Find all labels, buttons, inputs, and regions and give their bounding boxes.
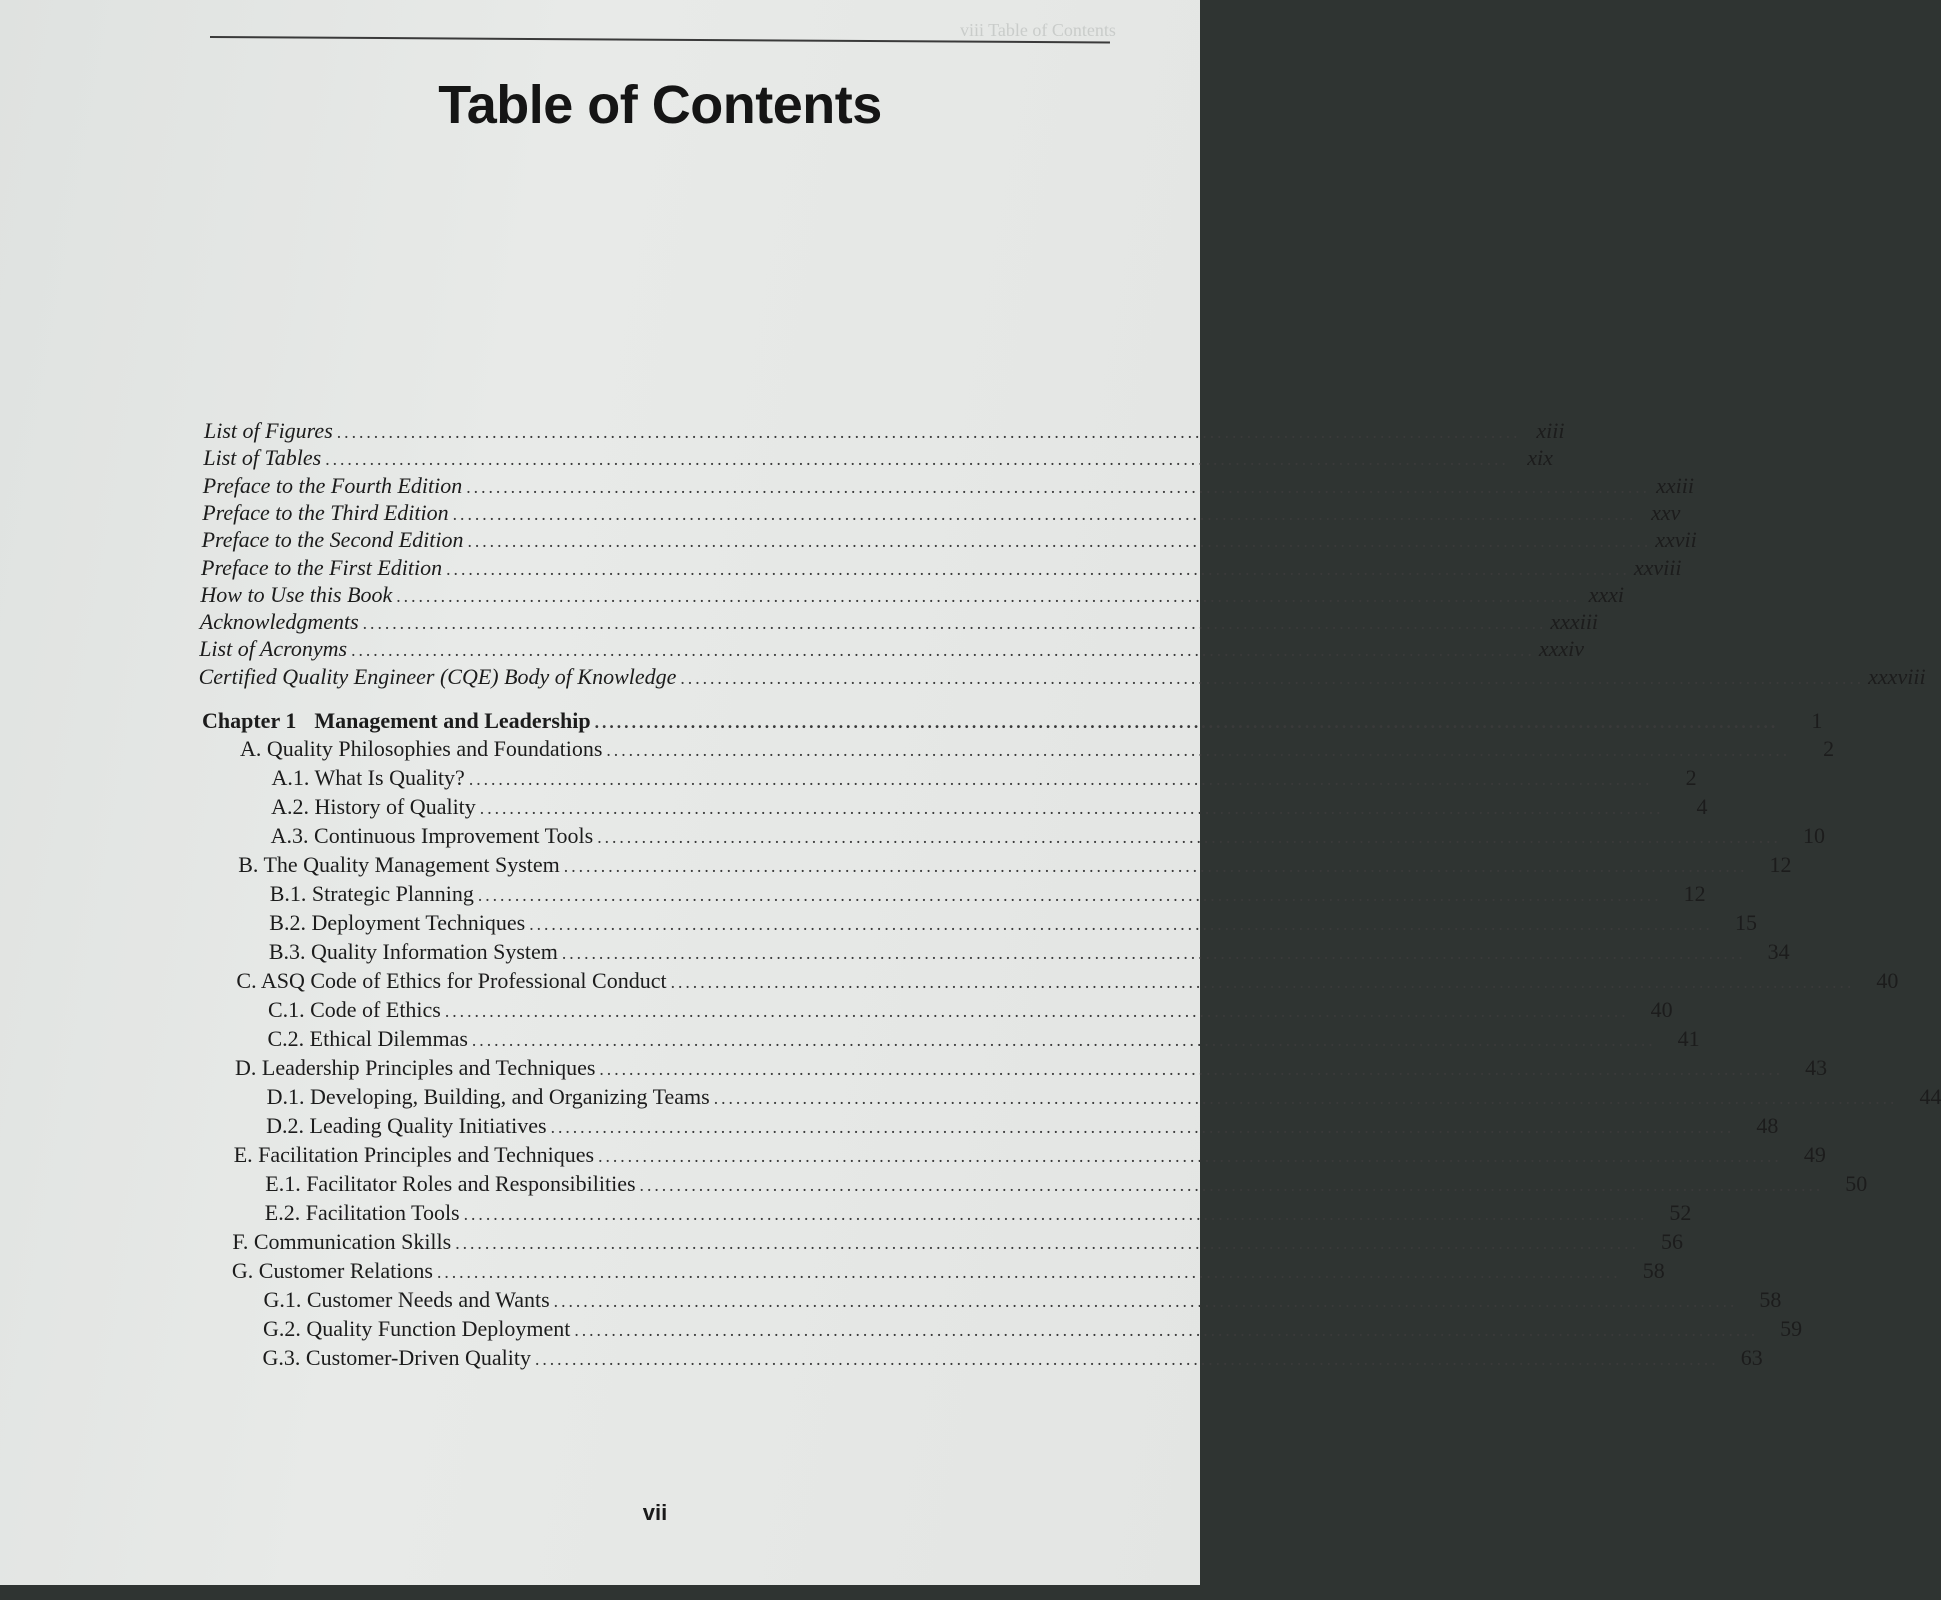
dot-leader: ................................................................................................................................................................ [563,856,1748,876]
entry-label: G. Customer Relations [231,1258,433,1283]
dot-leader: ................................................................................................................................................................ [446,558,1630,579]
page-number: 40 [1650,997,1673,1022]
page-number: 12 [1769,852,1792,877]
dot-leader: ................................................................................................................................................................ [553,1291,1738,1311]
desk-edge [0,1585,1200,1600]
front-matter-item [201,554,1682,581]
entry-label: B.3. Quality Information System [268,939,558,964]
dot-leader: ................................................................................................................................................................ [436,1262,1621,1282]
subsection-item [266,1084,1941,1110]
subsection-item [264,1200,1692,1226]
front-matter-item [199,636,1585,662]
bleed-through-header: viii Table of Contents [960,20,1116,40]
page-number: 59 [1780,1316,1803,1341]
section-item [233,1142,1826,1168]
dot-leader: ................................................................................................................................................................ [599,1059,1784,1079]
page-number: 34 [1767,939,1790,964]
page-number: 12 [1683,881,1706,906]
dot-leader: ................................................................................................................................................................ [479,798,1664,818]
dot-leader: ................................................................................................................................................................ [680,667,1865,688]
dot-leader: ................................................................................................................................................................ [534,1349,1719,1369]
page-number: 2 [1685,765,1697,790]
page-number: xiii [1536,418,1565,443]
chapter-heading [202,708,1823,734]
front-matter-item [201,527,1697,553]
front-matter-item [198,663,1926,690]
page-number: 40 [1876,968,1899,993]
subsection-item [271,765,1697,791]
entry-label: D.2. Leading Quality Initiatives [266,1113,547,1138]
page-number: xix [1527,445,1553,471]
entry-label: G.1. Customer Needs and Wants [263,1287,550,1312]
page-number: 56 [1660,1229,1683,1254]
entry-label: A.3. Continuous Improvement Tools [270,823,594,848]
page-number: 2 [1823,736,1835,761]
entry-label: How to Use this Book [200,581,393,607]
dot-leader: ................................................................................................................................................................ [639,1175,1824,1195]
dot-leader: ................................................................................................................................................................ [594,712,1779,732]
entry-label: C. ASQ Code of Ethics for Professional Conduct [236,968,667,993]
dot-leader: ................................................................................................................................................................ [452,503,1637,524]
page-number: 43 [1805,1055,1828,1080]
entry-label: E.2. Facilitation Tools [264,1200,460,1225]
dot-leader: ................................................................................................................................................................ [713,1088,1898,1108]
dot-leader: ................................................................................................................................................................ [561,943,1746,963]
page-number: 44 [1919,1084,1941,1109]
subsection-item [269,881,1706,907]
entry-label: B.1. Strategic Planning [269,881,474,906]
page-number: xxiii [1656,472,1695,498]
page-number: 41 [1677,1026,1700,1051]
dot-leader: ................................................................................................................................................................ [598,1146,1782,1166]
front-matter-item [199,609,1599,635]
page-number: xxviii [1633,554,1682,580]
section-item [231,1258,1665,1284]
entry-label: B. The Quality Management System [238,852,560,877]
subsection-item [262,1345,1763,1371]
entry-label: B.2. Deployment Techniques [269,910,526,935]
dot-leader: ................................................................................................................................................................ [670,972,1855,992]
page-number: xxxiii [1550,609,1599,635]
dot-leader: ................................................................................................................................................................ [336,422,1521,442]
dot-leader: ................................................................................................................................................................ [463,1204,1648,1224]
entry-label: C.2. Ethical Dilemmas [267,1026,468,1051]
page-folio: vii [642,1500,668,1525]
chapter-number: Chapter 1 [202,708,297,733]
front-matter-item [204,418,1565,444]
entry-label: E.1. Facilitator Roles and Responsibilities [265,1171,636,1196]
entry-label: A.1. What Is Quality? [271,765,465,790]
subsection-item [270,823,1825,849]
dot-leader: ................................................................................................................................................................ [455,1233,1639,1253]
subsection-item [268,939,1790,965]
entry-label: Management and Leadership [314,708,591,733]
entry-label: F. Communication Skills [232,1229,452,1254]
front-matter-item [202,499,1681,526]
subsection-item [267,997,1673,1023]
dot-leader: ................................................................................................................................................................ [467,531,1652,552]
page-title: Table of Contents [438,75,882,135]
page-number: xxxviii [1868,663,1926,689]
entry-label: G.2. Quality Function Deployment [263,1316,571,1341]
entry-label: Preface to the Fourth Edition [202,472,463,498]
dot-leader: ................................................................................................................................................................ [362,613,1547,634]
dot-leader: ................................................................................................................................................................ [606,740,1791,760]
page-number: 10 [1802,823,1825,848]
entry-label: D. Leadership Principles and Techniques [235,1055,596,1080]
page-number: 48 [1756,1113,1779,1138]
entry-label: List of Tables [203,445,322,471]
section-item [235,1055,1828,1081]
subsection-item [271,794,1708,820]
subsection-item [263,1287,1782,1313]
dot-leader: ................................................................................................................................................................ [597,827,1781,847]
entry-label: Acknowledgments [199,609,359,635]
section-item [232,1229,1683,1255]
entry-label: G.3. Customer-Driven Quality [262,1345,531,1370]
page-number: xxv [1651,499,1681,525]
entry-label: E. Facilitation Principles and Techniques [233,1142,595,1167]
dot-leader: ................................................................................................................................................................ [466,476,1651,497]
page-number: xxvii [1655,527,1697,553]
entry-label: D.1. Developing, Building, and Organizing Teams [266,1084,710,1109]
dot-leader: ................................................................................................................................................................ [468,769,1653,789]
dot-leader: ................................................................................................................................................................ [477,885,1662,905]
subsection-item [269,910,1757,936]
subsection-item [267,1026,1700,1052]
page-number: 15 [1734,910,1757,935]
dot-leader: ................................................................................................................................................................ [550,1117,1735,1137]
entry-label: Preface to the Third Edition [202,499,449,525]
dot-leader: ................................................................................................................................................................ [325,449,1509,470]
page-number: 4 [1696,794,1708,819]
dot-leader: ................................................................................................................................................................ [396,585,1581,606]
entry-label: Preface to the Second Edition [201,527,464,553]
entry-label: Certified Quality Engineer (CQE) Body of Knowledge [198,663,677,689]
page-number: xxxi [1588,581,1625,607]
subsection-item [263,1316,1803,1342]
entry-label: List of Figures [204,418,333,443]
entry-label: C.1. Code of Ethics [267,997,441,1022]
dot-leader: ................................................................................................................................................................ [529,914,1713,934]
dot-leader: ................................................................................................................................................................ [471,1030,1656,1050]
page-number: 1 [1811,708,1823,733]
page-number: 52 [1669,1200,1692,1225]
page-number: 58 [1642,1258,1665,1283]
entry-label: A. Quality Philosophies and Foundations [240,736,603,761]
dot-leader: ................................................................................................................................................................ [444,1001,1629,1021]
dot-leader: ................................................................................................................................................................ [574,1320,1759,1340]
entry-label: List of Acronyms [199,636,348,662]
page-number: xxxiv [1538,636,1585,662]
section-item [236,968,1899,994]
front-matter-item [203,445,1553,471]
page-number: 58 [1759,1287,1782,1312]
subsection-item [266,1113,1779,1139]
section-item [240,736,1835,762]
entry-label: Preface to the First Edition [201,554,443,580]
section-item [238,852,1792,878]
dot-leader: ................................................................................................................................................................ [351,640,1535,661]
page-number: 50 [1845,1171,1868,1196]
entry-label: A.2. History of Quality [271,794,476,819]
page-number: 63 [1740,1345,1763,1370]
page-number: 49 [1803,1142,1826,1167]
subsection-item [265,1171,1868,1197]
front-matter-item [200,581,1625,608]
front-matter-item [202,472,1695,499]
